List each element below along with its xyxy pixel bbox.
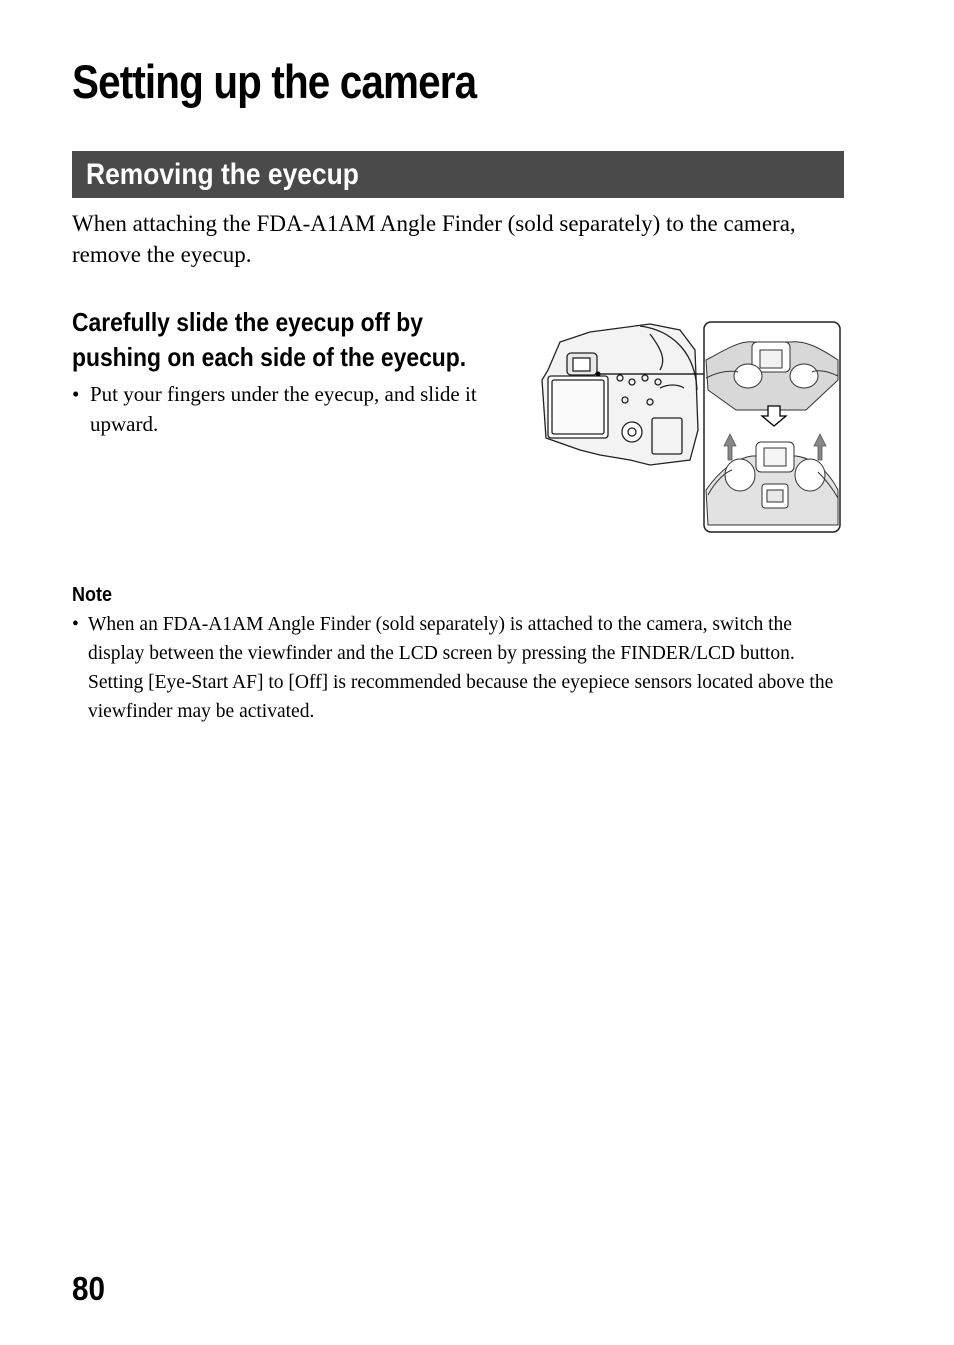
section-title: Removing the eyecup <box>86 158 359 191</box>
eyecup-detail-icon <box>704 322 840 532</box>
bullet-mark: • <box>72 382 80 406</box>
page-title: Setting up the camera <box>72 55 477 108</box>
step-heading: Carefully slide the eyecup off by pushing on each side of the eyecup. <box>72 307 467 372</box>
note-bullet-text: When an FDA-A1AM Angle Finder (sold separately) is attached to the camera, switch the display between the viewfinder and the LCD screen by pressing the FINDER/LCD button. Setting [Eye-Start AF] to [Off] is recommended because the eyepiece sensors located above the viewfinder may be activated. <box>88 614 834 722</box>
note-bullet <box>72 610 847 726</box>
step-bullet-text: Put your fingers under the eyecup, and slide it upward. <box>90 382 477 436</box>
eyecup-removal-illustration <box>540 320 842 535</box>
camera-back-icon <box>542 324 698 465</box>
step-bullet <box>72 379 492 439</box>
page-number: 80 <box>72 1270 106 1307</box>
section-header-bar <box>72 151 844 198</box>
bullet-mark: • <box>72 614 79 635</box>
intro-paragraph: When attaching the FDA-A1AM Angle Finder (sold separately) to the camera, remove the eyecup. <box>72 211 796 267</box>
note-heading: Note <box>72 584 113 606</box>
